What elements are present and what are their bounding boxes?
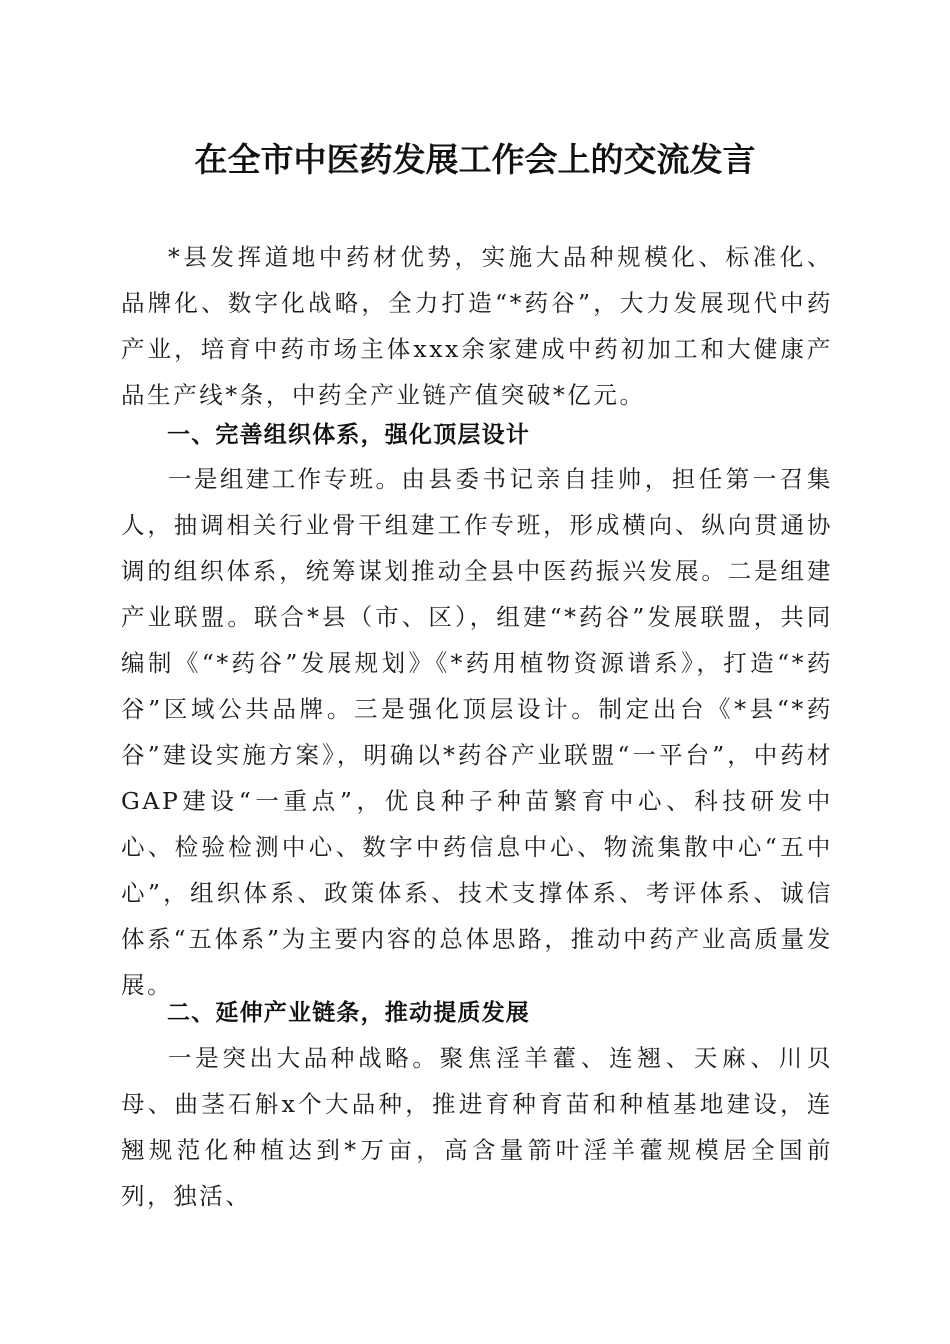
section-2-text <box>121 1035 833 1219</box>
section-1-paragraph <box>121 456 833 1008</box>
intro-text: *县发挥道地中药材优势，实施大品种规模化、标准化、品牌化、数字化战略，全力打造“*药谷”，大力发展现代中药产业，培育中药市场主体xxx余家建成中药初加工和大健康产品生产线*条，中药全产业链产值突破*亿元。 <box>121 243 833 409</box>
section-1-heading-block <box>121 412 833 458</box>
document-title: 在全市中医药发展工作会上的交流发言 <box>194 140 756 179</box>
section-1-heading: 一、完善组织体系，强化顶层设计 <box>167 422 530 448</box>
section-2-lead: 一是突出大品种战略。 <box>168 1044 440 1072</box>
intro-paragraph <box>121 234 833 418</box>
section-1-text <box>121 456 833 1008</box>
section-1-body: 由县委书记亲自挂帅，担任第一召集人，抽调相关行业骨干组建工作专班，形成横向、纵向贯通协调的组织体系，统筹谋划推动全县中医药振兴发展。二是组建产业联盟。联合*县（市、区），组建“*药谷”发展联盟，共同编制《“*药谷”发展规划》《*药用植物资源谱系》，打造“*药谷”区域公共品牌。三是强化顶层设计。制定出台《*县“*药谷”建设实施方案》，明确以*药谷产业联盟“一平台”，中药材GAP建设“一重点”，优良种子种苗繁育中心、科技研发中心、检验检测中心、数字中药信息中心、物流集散中心“五中心”，组织体系、政策体系、技术支撑体系、考评体系、诚信体系“五体系”为主要内容的总体思路，推动中药产业高质量发展。 <box>121 465 833 999</box>
section-2-paragraph <box>121 1035 833 1219</box>
section-2-heading: 二、延伸产业链条，推动提质发展 <box>167 1000 530 1026</box>
section-2-heading-block <box>121 990 833 1036</box>
section-2-body: 聚焦淫羊藿、连翘、天麻、川贝母、曲茎石斛x个大品种，推进育种育苗和种植基地建设，连翘规范化种植达到*万亩，高含量箭叶淫羊藿规模居全国前列，独活、 <box>121 1044 833 1210</box>
section-1-lead: 一是组建工作专班。 <box>168 465 402 493</box>
